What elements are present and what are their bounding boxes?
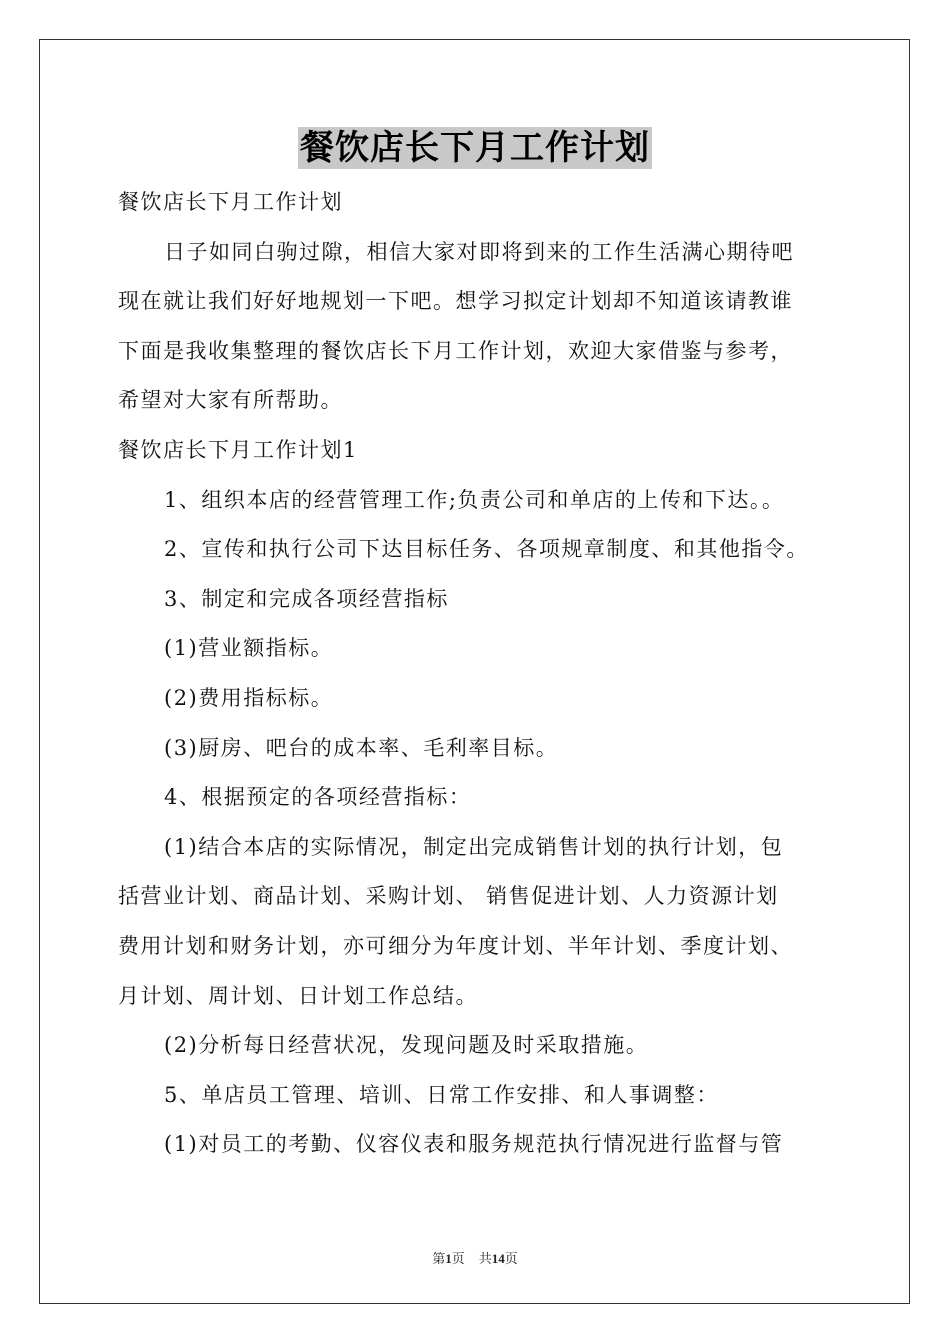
text-line: 3、制定和完成各项经营指标 <box>164 586 449 611</box>
page-footer <box>0 1248 950 1267</box>
footer-total-prefix: 共 <box>478 1251 492 1266</box>
text-line: 费用计划和财务计划，亦可细分为年度计划、半年计划、季度计划、 <box>118 933 793 958</box>
footer-page-prefix: 第 <box>432 1251 446 1266</box>
text-line: (2)分析每日经营状况，发现问题及时采取措施。 <box>164 1033 649 1058</box>
footer-page-unit: 页 <box>451 1251 465 1266</box>
text-line: (1)营业额指标。 <box>164 636 334 661</box>
text-line: 下面是我收集整理的餐饮店长下月工作计划，欢迎大家借鉴与参考， <box>118 338 793 363</box>
text-line: 餐饮店长下月工作计划1 <box>118 437 358 462</box>
document-body <box>118 178 838 1170</box>
text-line: 2、宣传和执行公司下达目标任务、各项规章制度、和其他指令。 <box>164 537 809 562</box>
footer-total-unit: 页 <box>504 1251 518 1266</box>
text-line: 月计划、周计划、日计划工作总结。 <box>118 983 478 1008</box>
text-line: 希望对大家有所帮助。 <box>118 388 343 413</box>
text-line: (2)费用指标标。 <box>164 685 334 710</box>
text-line: 4、根据预定的各项经营指标： <box>164 785 472 810</box>
text-line: 餐饮店长下月工作计划 <box>118 190 343 214</box>
title-container <box>0 127 950 169</box>
text-line: 括营业计划、商品计划、采购计划、 销售促进计划、人力资源计划 <box>118 884 779 909</box>
text-line: (1)结合本店的实际情况，制定出完成销售计划的执行计划，包 <box>164 834 784 859</box>
text-line: 现在就让我们好好地规划一下吧。想学习拟定计划却不知道该请教谁 <box>118 289 793 314</box>
footer-total-pages: 14 <box>491 1251 505 1266</box>
text-line: (1)对员工的考勤、仪容仪表和服务规范执行情况进行监督与管 <box>164 1132 784 1157</box>
text-line: (3)厨房、吧台的成本率、毛利率目标。 <box>164 735 559 760</box>
document-title: 餐饮店长下月工作计划 <box>300 128 650 168</box>
footer-page-current: 1 <box>445 1251 452 1266</box>
text-line: 日子如同白驹过隙，相信大家对即将到来的工作生活满心期待吧 <box>164 239 794 264</box>
text-line: 5、单店员工管理、培训、日常工作安排、和人事调整： <box>164 1082 719 1107</box>
text-line: 1、组织本店的经营管理工作;负责公司和单店的上传和下达。。 <box>164 487 785 512</box>
